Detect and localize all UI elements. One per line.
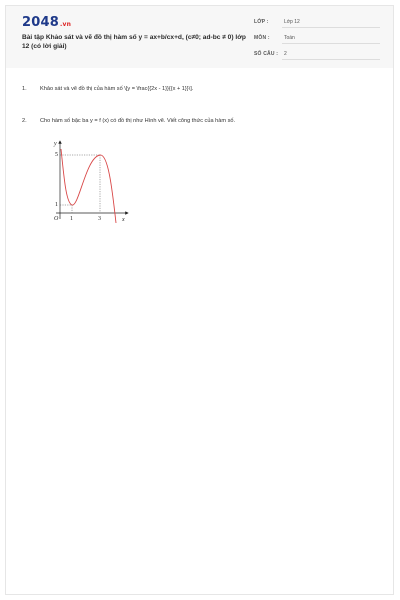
question-count-value: 2	[284, 51, 287, 57]
cubic-curve	[61, 149, 116, 223]
question-text: Khảo sát và vẽ đồ thị của hàm số \[y = \frac{{2x - 1}}{{x + 1}}\].	[40, 86, 194, 92]
question-number: 2.	[22, 118, 27, 124]
meta-divider	[282, 27, 380, 28]
tick-label-y1: 1	[55, 202, 58, 208]
question-number: 1.	[22, 86, 27, 92]
cubic-graph-figure	[42, 137, 142, 237]
grade-value: Lớp 12	[284, 19, 300, 25]
grade-label: LỚP :	[254, 19, 269, 25]
header	[6, 6, 393, 68]
origin-label: O	[54, 216, 59, 222]
subject-value: Toán	[284, 35, 295, 41]
logo-main: 2048	[22, 15, 59, 30]
tick-label-y5: 5	[55, 152, 58, 158]
meta-divider	[282, 59, 380, 60]
site-logo[interactable]	[22, 15, 71, 30]
question-count-label: SỐ CÂU :	[254, 51, 279, 57]
document-title: Bài tập Khảo sát và vẽ đồ thị hàm số y = ax+b/cx+d, (c≠0; ad-bc ≠ 0) lớp 12 (có lời giải)	[22, 34, 246, 50]
tick-label-x3: 3	[98, 216, 101, 222]
meta-divider	[282, 43, 380, 44]
question-text: Cho hàm số bậc ba y = f (x) có đồ thị như Hình vẽ. Viết công thức của hàm số.	[40, 118, 236, 124]
x-axis-label: x	[122, 217, 125, 223]
y-axis-label: y	[54, 141, 57, 147]
tick-label-x1: 1	[70, 216, 73, 222]
worksheet-page	[5, 5, 394, 595]
subject-label: MÔN :	[254, 35, 270, 41]
logo-suffix: .vn	[59, 21, 72, 28]
